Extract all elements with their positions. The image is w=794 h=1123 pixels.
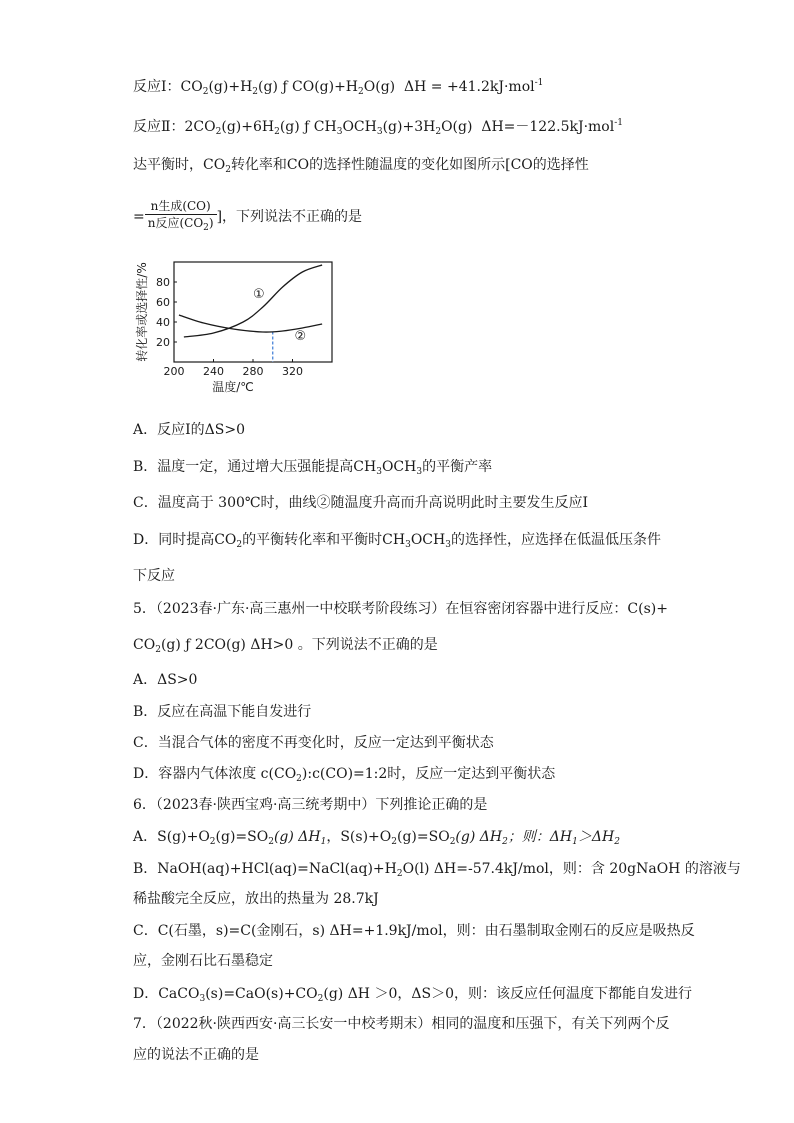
subscript: 2 xyxy=(215,127,222,137)
q5-stem xyxy=(133,600,668,618)
y-tick-label: 40 xyxy=(156,316,170,329)
reaction-2-eq: (g)+3H xyxy=(382,119,436,135)
y-tick-label: 80 xyxy=(156,276,170,289)
option-text: D．CaCO xyxy=(133,986,200,1002)
option-text: A．ΔS>0 xyxy=(133,672,198,688)
option-text: B．NaOH(aq)+HCl(aq)=NaCl(aq)+H xyxy=(133,861,397,877)
subscript: 2 xyxy=(358,87,364,97)
reaction-1 xyxy=(133,74,543,101)
subscript: 3 xyxy=(405,540,411,550)
q6-stem xyxy=(133,796,487,814)
formula-prefix: = xyxy=(133,209,145,225)
superscript: -1 xyxy=(534,78,544,88)
option-text: 应，金刚石比石墨稳定 xyxy=(133,953,273,969)
option-text: OCH xyxy=(410,532,446,548)
subscript: 1 xyxy=(320,837,327,847)
option-text: C．C(石墨，s)=C(金刚石，s) ΔH=+1.9kJ/mol，则：由石墨制取金刚石的反应是吸热反 xyxy=(133,923,695,939)
subscript: 3 xyxy=(416,467,423,477)
subscript: 2 xyxy=(202,87,209,97)
subscript: 2 xyxy=(268,837,274,847)
fraction-denominator xyxy=(145,215,217,236)
subscript: 1 xyxy=(572,837,578,847)
reaction-1-eq: CO xyxy=(180,79,203,95)
series-label-2: ② xyxy=(294,329,307,344)
option-text: (g)=SO xyxy=(397,829,450,845)
intro-line xyxy=(133,156,589,179)
subscript: 3 xyxy=(445,540,451,550)
x-axis-label: 温度/℃ xyxy=(212,380,254,394)
q6-option-c-cont xyxy=(133,952,273,970)
subscript: 3 xyxy=(376,467,382,477)
q5-stem-text: CO xyxy=(133,637,156,653)
reaction-2-eq: 2CO xyxy=(184,119,216,135)
option-text: (g) ΔH xyxy=(455,829,503,845)
intro-text: 转化率和CO的选择性随温度的变化如图所示[CO的选择性 xyxy=(230,157,589,173)
subscript: 3 xyxy=(336,127,343,137)
reaction-1-eq: O(g) xyxy=(363,79,396,95)
formula-suffix: ]，下列说法不正确的是 xyxy=(216,209,363,225)
subscript: 2 xyxy=(614,837,620,847)
reaction-2-eq: O(g) xyxy=(441,119,473,135)
subscript: 3 xyxy=(376,127,383,137)
q4-option-c-text: C．温度高于 300℃时，曲线②随温度升高而升高说明此时主要发生反应Ⅰ xyxy=(133,495,589,511)
y-axis-label: 转化率或选择性/% xyxy=(135,262,149,362)
q6-option-b xyxy=(133,860,741,883)
q7-stem xyxy=(133,1015,669,1033)
option-text: (s)=CaO(s)+CO xyxy=(205,986,318,1002)
option-text: B．温度一定，通过增大压强能提高CH xyxy=(133,459,377,475)
q7-stem-2 xyxy=(133,1046,259,1064)
q6-option-a xyxy=(133,828,620,851)
reaction-1-label: 反应Ⅰ： xyxy=(133,79,181,95)
option-text: (g)=SO xyxy=(215,829,269,845)
option-text: 的选择性，应选择在低温低压条件 xyxy=(450,532,661,548)
q6-option-b-cont xyxy=(133,890,379,908)
fraction xyxy=(145,198,217,236)
reaction-2-eq: OCH xyxy=(342,119,377,135)
option-text: ＞ΔH xyxy=(577,829,615,845)
q4-option-a xyxy=(133,421,245,439)
denominator-text: ) xyxy=(208,216,214,230)
subscript: 2 xyxy=(435,127,442,137)
option-text: 下反应 xyxy=(133,568,175,584)
subscript: 2 xyxy=(296,774,302,784)
x-tick-label: 240 xyxy=(203,365,224,378)
option-text: D．容器内气体浓度 c(CO xyxy=(133,766,297,782)
q4-option-d-cont xyxy=(133,567,175,585)
x-tick-label: 320 xyxy=(282,365,303,378)
q4-option-c xyxy=(133,494,588,512)
reaction-2-eq: (g)+6H xyxy=(221,119,275,135)
option-text: 的平衡转化率和平衡时CH xyxy=(242,532,406,548)
option-text: ，S(s)+O xyxy=(326,829,392,845)
option-text: 稀盐酸完全反应，放出的热量为 28.7kJ xyxy=(133,891,379,907)
option-text: A．S(g)+O xyxy=(133,829,210,845)
subscript: 2 xyxy=(155,645,161,655)
subscript: 2 xyxy=(391,837,397,847)
selectivity-formula xyxy=(133,198,362,236)
y-tick-label: 60 xyxy=(156,296,170,309)
option-text: (g) ΔH ＞0，ΔS＞0，则：该反应任何温度下都能自发进行 xyxy=(323,986,692,1002)
subscript: 2 xyxy=(449,837,456,847)
subscript: 2 xyxy=(252,87,259,97)
option-text: D．同时提高CO xyxy=(133,532,237,548)
q4-option-d xyxy=(133,531,661,554)
q4-option-b xyxy=(133,458,492,481)
reaction-1-eq: (g) ƒ CO(g)+H xyxy=(258,79,359,95)
reaction-2-label: 反应Ⅱ： xyxy=(133,119,185,135)
x-tick-label: 280 xyxy=(242,365,264,378)
q6-option-d xyxy=(133,985,692,1008)
option-text: OCH xyxy=(381,459,417,475)
x-tick-label: 200 xyxy=(163,365,185,378)
subscript: 3 xyxy=(199,994,206,1004)
option-text: 的平衡产率 xyxy=(422,459,493,475)
denominator-text: n反应(CO xyxy=(147,216,204,230)
y-tick-label: 20 xyxy=(156,336,170,349)
option-text: B．反应在高温下能自发进行 xyxy=(133,704,312,720)
superscript: -1 xyxy=(614,118,623,128)
option-text: C．当混合气体的密度不再变化时，反应一定达到平衡状态 xyxy=(133,735,494,751)
option-text: (g) ΔH xyxy=(273,829,321,845)
q6-option-c xyxy=(133,922,695,940)
reaction-2-dh: ΔH=－122.5kJ·mol xyxy=(481,119,615,135)
q4-option-a-text: A．反应Ⅰ的ΔS>0 xyxy=(133,422,245,438)
option-text: O(l) ΔH=-57.4kJ/mol，则：含 20gNaOH 的溶液与 xyxy=(402,861,741,877)
reaction-1-eq: (g)+H xyxy=(208,79,253,95)
intro-text: 达平衡时，CO xyxy=(133,157,226,173)
subscript: 2 xyxy=(225,165,231,175)
q7-stem-text: 应的说法不正确的是 xyxy=(133,1047,259,1063)
q5-stem-2 xyxy=(133,636,438,659)
q6-stem-text: 6．（2023春·陕西宝鸡·高三统考期中）下列推论正确的是 xyxy=(133,797,488,813)
q7-stem-text: 7．（2022秋·陕西西安·高三长安一中校考期末）相同的温度和压强下，有关下列两个反 xyxy=(133,1016,670,1032)
q5-stem-text: (g) ƒ 2CO(g) ΔH>0 。下列说法不正确的是 xyxy=(160,637,438,653)
fraction-numerator: n生成(CO) xyxy=(145,198,217,215)
subscript: 2 xyxy=(274,127,280,137)
reaction-1-dh: ΔH = +41.2kJ·mol xyxy=(404,79,535,95)
series-label-1: ① xyxy=(253,287,265,302)
subscript: 2 xyxy=(317,994,324,1004)
subscript: 2 xyxy=(203,223,209,233)
option-text: ):c(CO)=1:2时，反应一定达到平衡状态 xyxy=(301,766,556,782)
subscript: 2 xyxy=(209,837,216,847)
reaction-2-eq: (g) ƒ CH xyxy=(279,119,337,135)
q5-option-c xyxy=(133,734,494,752)
subscript: 2 xyxy=(396,869,403,879)
q5-stem-text: 5．（2023春·广东·高三惠州一中校联考阶段练习）在恒容密闭容器中进行反应：C(s)+ xyxy=(133,601,668,617)
q5-option-a xyxy=(133,671,197,689)
conversion-selectivity-chart xyxy=(132,250,342,410)
q5-option-d xyxy=(133,765,555,788)
plot-frame xyxy=(174,262,332,362)
subscript: 2 xyxy=(502,837,508,847)
reaction-2 xyxy=(133,114,623,141)
subscript: 2 xyxy=(236,540,243,550)
option-text: ；则：ΔH xyxy=(507,829,573,845)
q5-option-b xyxy=(133,703,311,721)
